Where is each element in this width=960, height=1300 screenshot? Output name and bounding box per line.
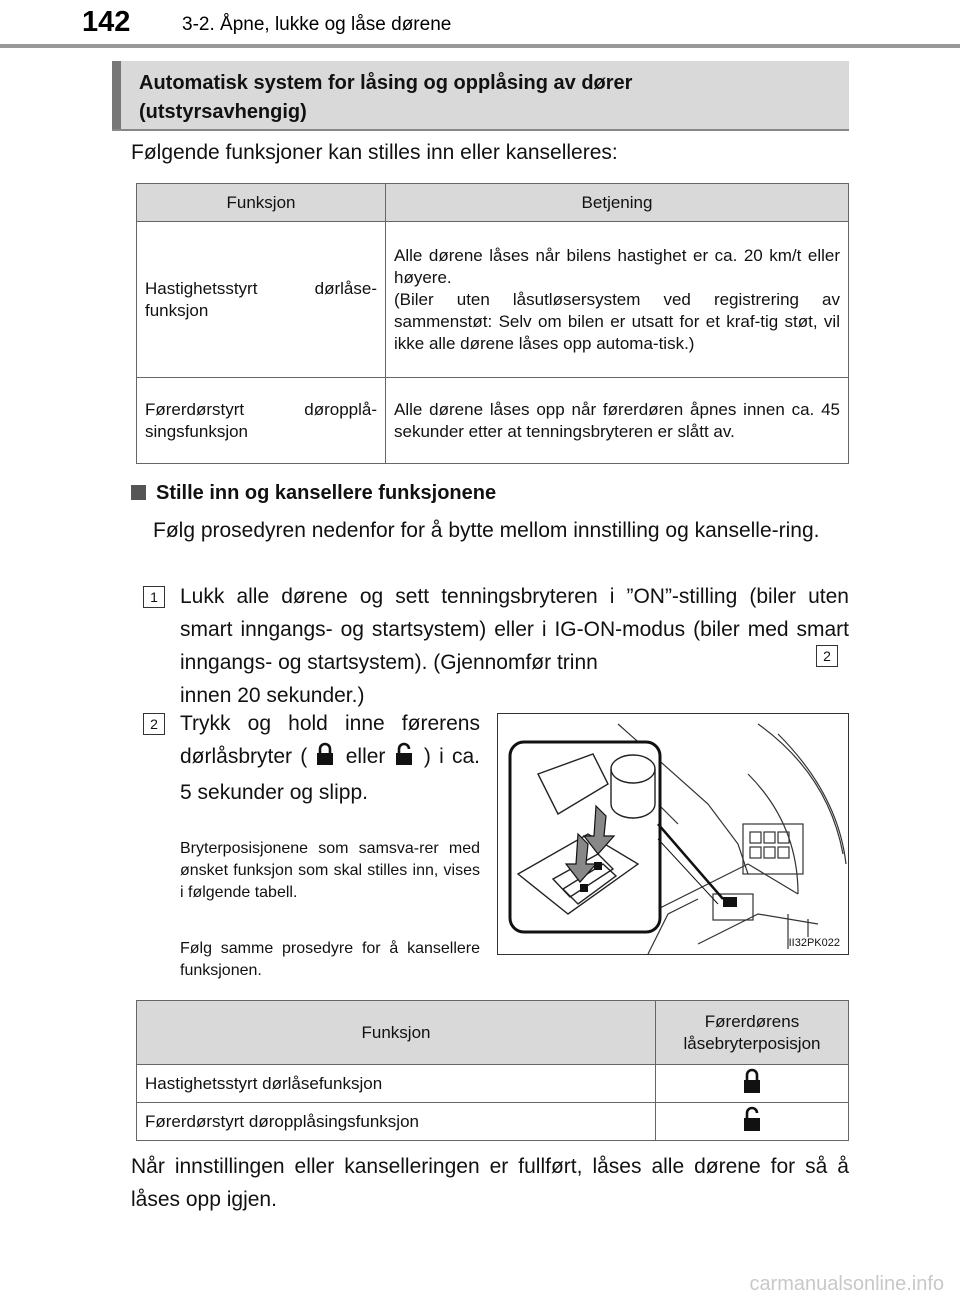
operation-note: (Biler uten låsutløsersystem ved registrering av sammenstøt: Selv om bilen er utsatt for et kraf-tig støt, vil ikke alle dørene låses opp automa-tisk.) (394, 289, 840, 353)
section-title-line1: Automatisk system for låsing og opplåsing av dører (139, 72, 633, 94)
table-row (137, 1103, 849, 1141)
page-header (0, 0, 960, 48)
illustration-drawing (498, 714, 849, 955)
step-2-text (180, 707, 480, 809)
table-row (137, 1065, 849, 1103)
watermark: carmanualsonline.info (749, 1273, 944, 1295)
step-1-text (180, 580, 849, 712)
section-accent-bar (112, 61, 121, 129)
header-switch-position-line2: låsebryterposisjon (683, 1033, 821, 1053)
figure-code: II32PK022 (788, 937, 840, 949)
step-2-text-a: Trykk og hold inne førerens dørlåsbryter ( (180, 712, 480, 768)
header-operation: Betjening (386, 184, 849, 222)
row-switch-icon-cell (656, 1103, 849, 1141)
step-1-text-a: Lukk alle dørene og sett tenningsbryteren i ”ON”-stilling (biler uten smart inngangs- og startsystem) eller i IG-ON-modus (biler med smart inngangs- og startsystem). (Gjennomfør trinn (180, 585, 849, 674)
section-title-box (112, 61, 849, 131)
operation-text: Alle dørene låses når bilens hastighet er ca. 20 km/t eller høyere. (394, 245, 840, 287)
row-function: Førerdørstyrt døropplå-singsfunksjon (137, 378, 386, 464)
subsection-title: Stille inn og kansellere funksjonene (156, 482, 497, 504)
row-operation: Alle dørene låses opp når førerdøren åpnes innen ca. 45 sekunder etter at tenningsbryteren er slått av. (386, 378, 849, 464)
step-2-note-2: Følg samme prosedyre for å kansellere funksjonen. (180, 940, 480, 979)
subsection-paragraph: Følg prosedyren nedenfor for å bytte mellom innstilling og kanselle-ring. (153, 519, 820, 542)
table-header-row (137, 1001, 849, 1065)
step-reference-2: 2 (816, 645, 838, 667)
page-number: 142 (82, 6, 131, 38)
step-2-text-b: ) i ca. 5 sekunder og slipp. (180, 745, 480, 804)
header-function: Funksjon (137, 1001, 656, 1065)
lock-open-icon (394, 742, 416, 776)
chapter-title: 3-2. Åpne, lukke og låse dørene (182, 14, 452, 35)
row-function: Førerdørstyrt døropplåsingsfunksjon (137, 1103, 656, 1141)
bullet-square-icon (131, 485, 146, 500)
step-number-1: 1 (143, 586, 165, 608)
table-header-row (137, 184, 849, 222)
table-row (137, 222, 849, 378)
lock-closed-icon (315, 742, 337, 776)
step-2-note-1: Bryterposisjonene som samsva-rer med ønsket funksjon som skal stilles inn, vises i følgende tabell. (180, 840, 480, 901)
closing-paragraph: Når innstillingen eller kanselleringen er fullført, låses alle dørene for så å låses opp igjen. (131, 1155, 849, 1211)
header-switch-position-line1: Førerdørens (704, 1011, 800, 1031)
subsection-heading (131, 482, 496, 505)
door-lock-switch-illustration (497, 713, 849, 955)
functions-table (136, 183, 849, 464)
header-rule (0, 44, 960, 48)
section-title-line2: (utstyrsavhengig) (139, 101, 307, 123)
header-switch-position (656, 1001, 849, 1065)
step-1-text-b: innen 20 sekunder.) (180, 684, 365, 707)
header-function: Funksjon (137, 184, 386, 222)
step-number-2: 2 (143, 713, 165, 735)
switch-position-table (136, 1000, 849, 1141)
lock-open-icon (742, 1117, 762, 1136)
row-operation (386, 222, 849, 378)
table-row (137, 378, 849, 464)
section-title (139, 69, 839, 127)
lock-closed-icon (742, 1079, 762, 1098)
intro-text: Følgende funksjoner kan stilles inn eller kanselleres: (131, 141, 618, 164)
row-function: Hastighetsstyrt dørlåsefunksjon (137, 1065, 656, 1103)
row-switch-icon-cell (656, 1065, 849, 1103)
step-2-text-mid: eller (345, 745, 386, 768)
row-function: Hastighetsstyrt dørlåse-funksjon (137, 222, 386, 378)
